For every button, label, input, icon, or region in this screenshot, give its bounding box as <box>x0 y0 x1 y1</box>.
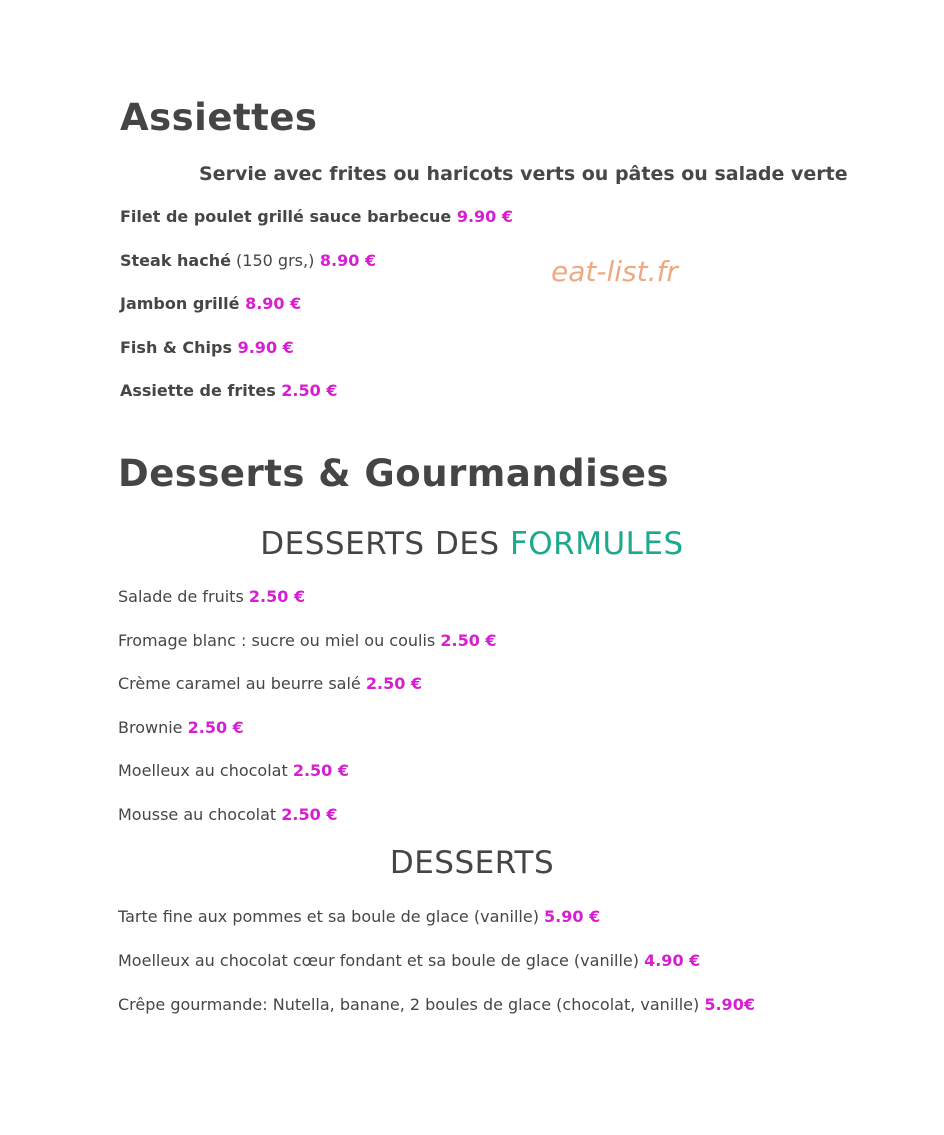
item-price: 8.90 € <box>245 294 302 313</box>
item-price: 2.50 € <box>187 718 244 737</box>
menu-item <box>118 674 422 694</box>
menu-item <box>118 631 497 651</box>
desserts-heading: Desserts & Gourmandises <box>118 452 669 495</box>
item-name: Brownie <box>118 718 183 737</box>
item-name: Moelleux au chocolat cœur fondant et sa boule de glace (vanille) <box>118 951 639 970</box>
item-name: Salade de fruits <box>118 587 244 606</box>
watermark: eat-list.fr <box>551 255 678 288</box>
item-name: Filet de poulet grillé sauce barbecue <box>120 207 452 226</box>
item-price: 4.90 € <box>644 951 701 970</box>
menu-item <box>118 951 700 971</box>
formules-title-accent: FORMULES <box>509 526 684 562</box>
item-price: 2.50 € <box>281 805 338 824</box>
assiettes-heading: Assiettes <box>120 96 318 139</box>
desserts-section-title: DESSERTS <box>389 845 555 881</box>
item-price: 5.90€ <box>704 995 755 1014</box>
menu-item <box>118 718 244 738</box>
item-price: 5.90 € <box>544 907 601 926</box>
item-name: Assiette de frites <box>120 381 276 400</box>
item-name: Jambon grillé <box>120 294 240 313</box>
item-price: 2.50 € <box>248 587 306 606</box>
item-price: 9.90 € <box>237 338 294 357</box>
item-name: Crêpe gourmande: Nutella, banane, 2 boules de glace (chocolat, vanille) <box>118 995 700 1014</box>
menu-item <box>120 294 301 314</box>
item-name: Crème caramel au beurre salé <box>118 674 361 693</box>
item-name: Fish & Chips <box>120 338 233 357</box>
item-price: 2.50 € <box>440 631 497 650</box>
menu-item <box>120 251 376 271</box>
item-price: 2.50 € <box>365 674 423 693</box>
item-name: Mousse au chocolat <box>118 805 277 824</box>
menu-item <box>118 805 337 825</box>
menu-item <box>120 207 513 227</box>
menu-item <box>118 907 600 927</box>
item-price: 2.50 € <box>281 381 338 400</box>
item-name: Tarte fine aux pommes et sa boule de glace (vanille) <box>118 907 539 926</box>
formules-section-title <box>0 526 944 562</box>
menu-item <box>118 761 349 781</box>
menu-item <box>120 338 294 358</box>
item-name: Fromage blanc : sucre ou miel ou coulis <box>118 631 436 650</box>
item-price: 8.90 € <box>319 251 377 270</box>
menu-item <box>118 995 755 1015</box>
item-name: Steak haché <box>120 251 231 270</box>
item-detail: (150 grs,) <box>230 251 315 270</box>
assiettes-subtitle: Servie avec frites ou haricots verts ou pâtes ou salade verte <box>199 163 848 185</box>
item-name: Moelleux au chocolat <box>118 761 288 780</box>
item-price: 2.50 € <box>292 761 350 780</box>
formules-title-part1: DESSERTS DES <box>260 526 510 562</box>
menu-item <box>120 381 337 401</box>
item-price: 9.90 € <box>456 207 514 226</box>
menu-item <box>118 587 305 607</box>
